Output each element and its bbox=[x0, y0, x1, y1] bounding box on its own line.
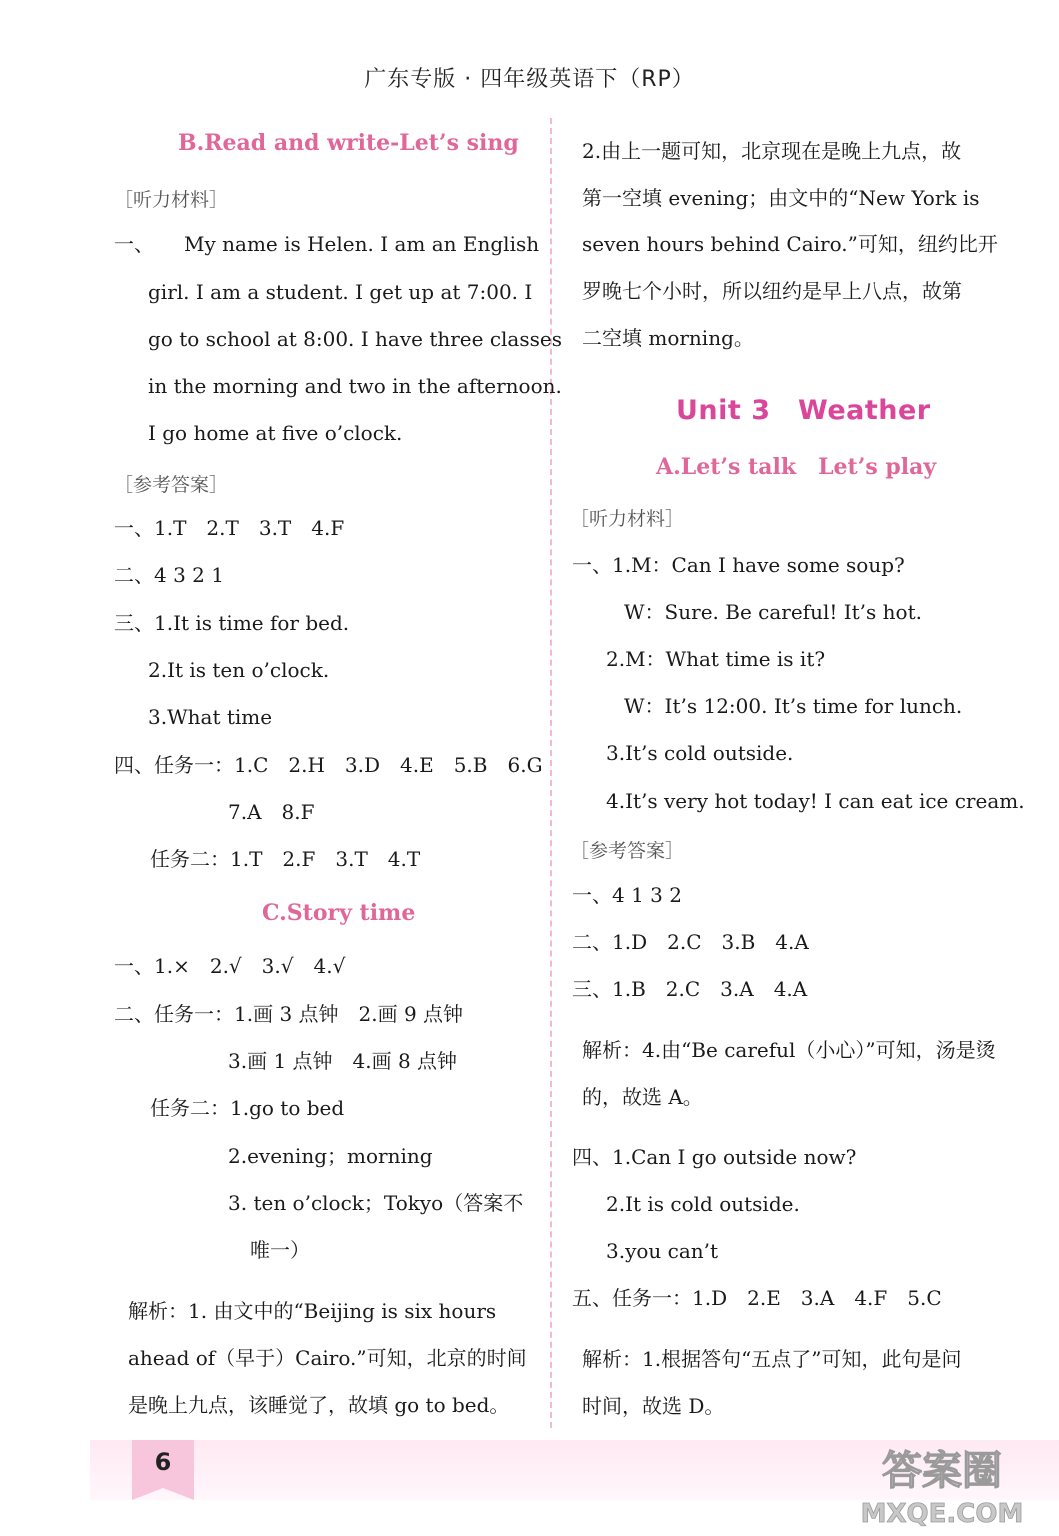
page-header: 广东专版 · 四年级英语下（RP） bbox=[364, 67, 695, 92]
answer-line-7: 7.A 8.F bbox=[228, 800, 315, 824]
story-line-3: 3.画 1 点钟 4.画 8 点钟 bbox=[228, 1049, 458, 1073]
story-line-1: 一、1.× 2.√ 3.√ 4.√ bbox=[114, 954, 346, 978]
key-line-4: 四、1.Can I go outside now? bbox=[572, 1145, 857, 1169]
explanation-line-3: 是晚上九点，该睡觉了，故填 go to bed。 bbox=[128, 1393, 510, 1417]
explanation-line-1: 解析：1. 由文中的“Beijing is six hours bbox=[128, 1299, 497, 1323]
key-line-3: 三、1.B 2.C 3.A 4.A bbox=[572, 977, 808, 1001]
section-b-title: B.Read and write-Let’s sing bbox=[178, 130, 519, 156]
explanation-line-2: ahead of（早于）Cairo.”可知，北京的时间 bbox=[128, 1346, 527, 1370]
story-line-6: 3. ten o’clock；Tokyo（答案不 bbox=[228, 1191, 524, 1215]
answer-line-8: 任务二：1.T 2.F 3.T 4.T bbox=[150, 847, 421, 871]
key-line-7: 五、任务一：1.D 2.E 3.A 4.F 5.C bbox=[572, 1286, 942, 1310]
cont-line-1: 2.由上一题可知，北京现在是晚上九点，故 bbox=[582, 139, 962, 163]
passage-line-3: go to school at 8:00. I have three classes bbox=[148, 327, 562, 351]
story-line-4: 任务二：1.go to bed bbox=[150, 1096, 345, 1120]
script-line-2: W：Sure. Be careful! It’s hot. bbox=[624, 600, 922, 624]
story-line-7: 唯一） bbox=[250, 1238, 310, 1262]
answer-line-6: 四、任务一：1.C 2.H 3.D 4.E 5.B 6.G bbox=[114, 753, 543, 777]
answer-line-3: 三、1.It is time for bed. bbox=[114, 611, 350, 635]
script-line-4: W：It’s 12:00. It’s time for lunch. bbox=[624, 694, 963, 718]
passage-line-4: in the morning and two in the afternoon. bbox=[148, 374, 562, 398]
key-line-2: 二、1.D 2.C 3.B 4.A bbox=[572, 930, 809, 954]
watermark-logo bbox=[830, 1436, 1055, 1531]
key-explanation-4: 时间，故选 D。 bbox=[582, 1394, 725, 1418]
script-line-5: 3.It’s cold outside. bbox=[606, 741, 794, 765]
watermark-top: 答案圈 bbox=[882, 1448, 1002, 1494]
unit-title: Unit 3 Weather bbox=[676, 395, 931, 426]
answer-line-1: 一、1.T 2.T 3.T 4.F bbox=[114, 516, 345, 540]
key-line-1: 一、4 1 3 2 bbox=[572, 883, 682, 907]
listening-material-tag-2: ［听力材料］ bbox=[570, 508, 685, 530]
listening-material-tag: ［听力材料］ bbox=[114, 189, 229, 211]
column-divider bbox=[550, 118, 552, 1428]
answer-line-2: 二、4 3 2 1 bbox=[114, 563, 224, 587]
answer-line-4: 2.It is ten o’clock. bbox=[148, 658, 330, 682]
section-c-title: C.Story time bbox=[262, 900, 416, 926]
cont-line-5: 二空填 morning。 bbox=[582, 326, 754, 350]
script-line-6: 4.It’s very hot today! I can eat ice cream. bbox=[606, 789, 1025, 813]
script-line-3: 2.M：What time is it? bbox=[606, 647, 826, 671]
answer-line-5: 3.What time bbox=[148, 705, 273, 729]
story-line-5: 2.evening；morning bbox=[228, 1144, 433, 1168]
key-line-5: 2.It is cold outside. bbox=[606, 1192, 800, 1216]
cont-line-3: seven hours behind Cairo.”可知，纽约比开 bbox=[582, 232, 998, 256]
answer-key-tag: ［参考答案］ bbox=[114, 474, 229, 496]
key-explanation-1: 解析：4.由“Be careful（小心）”可知，汤是烫 bbox=[582, 1038, 996, 1062]
key-explanation-2: 的，故选 A。 bbox=[582, 1085, 703, 1109]
passage-line-5: I go home at five o’clock. bbox=[148, 421, 403, 445]
page-number: 6 bbox=[154, 1448, 172, 1476]
cont-line-2: 第一空填 evening；由文中的“New York is bbox=[582, 186, 980, 210]
cont-line-4: 罗晚七个小时，所以纽约是早上八点，故第 bbox=[582, 279, 962, 303]
key-explanation-3: 解析：1.根据答句“五点了”可知，此句是问 bbox=[582, 1347, 962, 1371]
watermark-bottom: MXQE.COM bbox=[860, 1499, 1024, 1529]
passage-line-1: 一、 My name is Helen. I am an English bbox=[114, 232, 540, 256]
section-a-title: A.Let’s talk Let’s play bbox=[656, 454, 937, 480]
answer-key-tag-2: ［参考答案］ bbox=[570, 840, 685, 862]
passage-line-2: girl. I am a student. I get up at 7:00. I bbox=[148, 280, 533, 304]
script-line-1: 一、1.M：Can I have some soup? bbox=[572, 553, 905, 577]
key-line-6: 3.you can’t bbox=[606, 1239, 719, 1263]
story-line-2: 二、任务一：1.画 3 点钟 2.画 9 点钟 bbox=[114, 1002, 464, 1026]
